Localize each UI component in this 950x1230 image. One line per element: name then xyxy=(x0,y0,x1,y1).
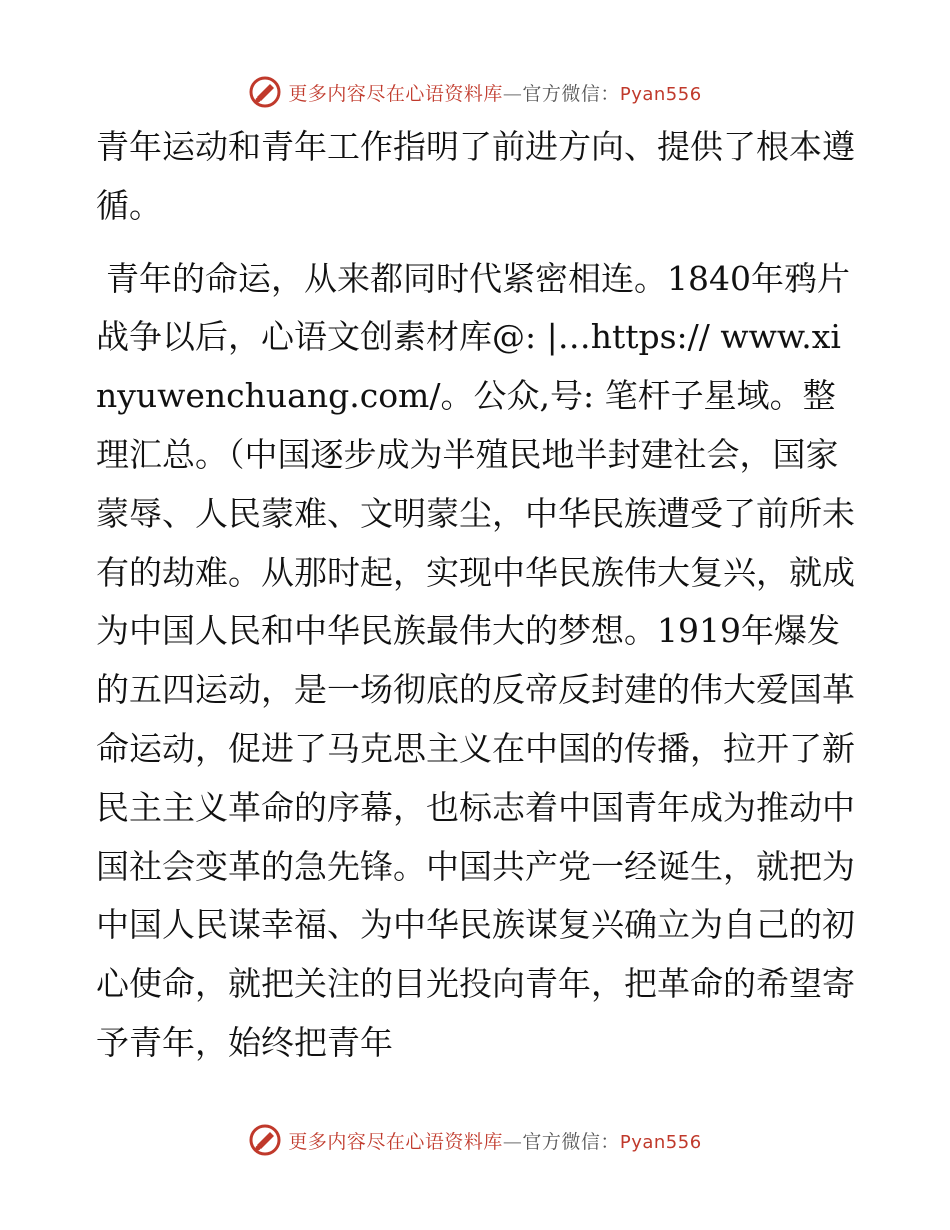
header-banner xyxy=(0,72,950,112)
footer-slogan: 更多内容尽在心语资料库 xyxy=(288,1130,503,1153)
brand-logo-icon xyxy=(248,1123,282,1157)
footer-banner-content xyxy=(248,1123,701,1157)
header-text xyxy=(288,79,701,106)
footer-dash: — xyxy=(502,1130,523,1153)
brand-logo-icon xyxy=(248,75,282,109)
footer-wechat-id: Pyan556 xyxy=(619,1131,702,1153)
footer-banner xyxy=(0,1120,950,1160)
header-wechat-id: Pyan556 xyxy=(619,83,702,105)
header-wechat-label: 官方微信： xyxy=(522,82,620,105)
footer-text xyxy=(288,1127,701,1154)
header-banner-content xyxy=(248,75,701,109)
paragraph-1: 青年运动和青年工作指明了前进方向、提供了根本遵循。 xyxy=(96,127,855,225)
document-body xyxy=(96,118,856,1073)
header-dash: — xyxy=(502,82,523,105)
footer-wechat-label: 官方微信： xyxy=(522,1130,620,1153)
paragraph-2: 青年的命运，从来都同时代紧密相连。1840年鸦片战争以后，心语文创素材库@: |…https:// www.xinyuwenchuang.com/。公众,号: 笔杆子星域。整理汇总。（中国逐步成为半殖民地半封建社会，国家蒙辱、人民蒙难、文明蒙尘，中华民族遭受了前所未有的劫难。从那时起，实现中华民族伟大复兴，就成为中国人民和中华民族最伟大的梦想。1919年爆发的五四运动，是一场彻底的反帝反封建的伟大爱国革命运动，促进了马克思主义在中国的传播，拉开了新民主主义革命的序幕，也标志着中国青年成为推动中国社会变革的急先锋。中国共产党一经诞生，就把为中国人民谋幸福、为中华民族谋复兴确立为自己的初心使命，就把关注的目光投向青年，把革命的希望寄予青年，始终把青年 xyxy=(96,258,855,1062)
header-slogan: 更多内容尽在心语资料库 xyxy=(288,82,503,105)
